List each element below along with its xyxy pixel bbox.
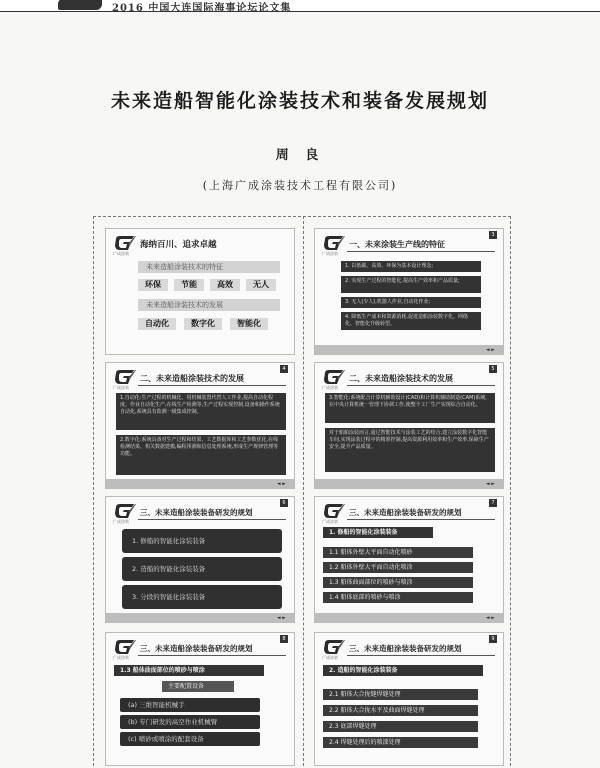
slide-2-item-4: 4. 降低生产成本和资源消耗,促进造船涂装数字化、网络化、智能化升级转型。 (341, 312, 481, 330)
company-logo-icon (114, 369, 136, 385)
slide-8 (314, 632, 504, 766)
company-logo-icon (114, 503, 136, 519)
company-logo-icon (323, 503, 345, 519)
logo-caption: 广成涂装 (322, 385, 338, 390)
company-logo-icon (323, 369, 345, 385)
slide-7-title: 三、未来造船涂装装备研发的规划 (140, 644, 253, 653)
logo-caption: 广成涂装 (113, 519, 129, 524)
logo-caption: 广成涂装 (113, 251, 129, 256)
slide-7-head: 1.3 船体曲面部位的喷砂与喷涂 (114, 665, 264, 676)
logo-caption: 广成涂装 (322, 519, 338, 524)
slide-6-page-number: 7 (489, 499, 497, 507)
slide-4-box-intelligence: 3.智能化:系统配合计算机辅助设计(CAD)和计算机辅助制造(CAM)系统,在中央计算机统一管理下协调工作,使整个工厂生产实现综合自动化。 (325, 393, 495, 423)
slide-8-head: 2. 造船的智能化涂装装备 (323, 665, 483, 676)
slide-5-page-number: 6 (280, 499, 288, 507)
paper-title: 未来造船智能化涂装技术和装备发展规划 (110, 90, 489, 112)
slide-2-page-number: 3 (489, 231, 497, 239)
slide-5-item-block: 3. 分段的智能化涂装装备 (122, 585, 282, 609)
title-rule (138, 519, 286, 520)
logo-caption: 广成涂装 (113, 655, 129, 660)
slide-2 (314, 228, 504, 355)
slide-7-page-number: 8 (280, 635, 288, 643)
slide-nav-arrows: ◄ ► (485, 615, 495, 621)
slide-6-item-2: 1.2 船体外壁大平面自动化喷涂 (323, 562, 473, 573)
slide-3-title: 二、未来造船涂装技术的发展 (140, 374, 244, 383)
title-rule (347, 385, 495, 386)
slide-footer (315, 613, 503, 622)
slide-3-page-number: 4 (280, 365, 288, 373)
slide-nav-arrows: ◄ ► (485, 481, 495, 487)
paper-affiliation: (上海广成涂装技术工程有限公司) (202, 179, 398, 192)
slide-4-title: 二、未来造船涂装技术的发展 (349, 374, 453, 383)
slide-5 (105, 496, 295, 623)
slide-8-item-1: 2.1 船体大合拢缝焊缝处理 (323, 689, 478, 700)
slide-7-item-c: (c) 喷砂或喷涂的配套设备 (120, 732, 260, 746)
slide-8-item-3: 2.3 底部焊缝处理 (323, 721, 478, 732)
slide-8-item-4: 2.4 焊缝处理后的喷漆处理 (323, 737, 478, 748)
slide-1-bar-development: 未来造船涂装技术的发展 (138, 299, 280, 311)
slide-4-page-number: 5 (489, 365, 497, 373)
slide-2-title: 一、未来涂装生产线的特征 (349, 240, 445, 249)
company-logo-icon (114, 639, 136, 655)
logo-caption: 广成涂装 (322, 655, 338, 660)
running-title: 2016 中国大连国际海事论坛论文集 (112, 3, 292, 14)
slides-divider (303, 216, 304, 766)
journal-logo (58, 0, 102, 10)
tag-digitization: 数字化 (184, 318, 222, 330)
slide-1-title: 海纳百川、追求卓越 (140, 240, 217, 250)
slide-6-item-1: 1.1 船体外壁大平面自动化喷砂 (323, 547, 473, 558)
slide-5-title: 三、未来造船涂装装备研发的规划 (140, 508, 253, 517)
logo-caption: 广成涂装 (113, 385, 129, 390)
slide-2-item-1: 1. 以低碳、高效、环保为基本设计理念; (341, 261, 481, 272)
running-header (0, 0, 600, 12)
slide-6-item-3: 1.3 船体曲面部位的喷砂与喷涂 (323, 577, 473, 588)
slide-footer (315, 345, 503, 354)
slide-6-item-4: 1.4 船体底部的喷砂与喷涂 (323, 592, 473, 603)
company-logo-icon (114, 235, 136, 251)
slide-6-title: 三、未来造船涂装装备研发的规划 (349, 508, 462, 517)
slide-nav-arrows: ◄ ► (276, 481, 286, 487)
slide-8-page-number: 9 (489, 635, 497, 643)
slide-6-head: 1. 修船的智能化涂装装备 (323, 527, 433, 538)
slide-footer (106, 613, 294, 622)
title-rule (138, 655, 286, 656)
slide-3 (105, 362, 295, 489)
paper-author: 周 良 (275, 148, 325, 163)
title-rule (347, 519, 495, 520)
tag-energy-saving: 节能 (174, 279, 204, 291)
tag-automation: 自动化 (138, 318, 176, 330)
slide-3-box-automation: 1.自动化:生产过程的机械化、用机械装置代替人工作业,提高自动化程度。作业自动化生产,在线生产检测等,生产过程实现控制,设备和操作系统自动化,系统具有监测一级集成控制。 (116, 393, 286, 430)
title-rule (347, 251, 495, 252)
slide-footer (315, 479, 503, 488)
tag-unmanned: 无人 (246, 279, 276, 291)
tag-environmental: 环保 (138, 279, 168, 291)
tag-intelligence: 智能化 (230, 318, 268, 330)
slide-7-sub: 主要配置设备 (162, 681, 234, 692)
slide-7-item-a: (a) 三维智能机械手 (120, 698, 260, 712)
slide-footer (106, 479, 294, 488)
company-logo-icon (323, 639, 345, 655)
slide-4 (314, 362, 504, 489)
slide-1-bar-features: 未来造船涂装技术的特征 (138, 261, 280, 273)
slide-8-item-2: 2.2 船体大合拢水平及曲面焊缝处理 (323, 705, 478, 716)
slide-7 (105, 632, 295, 766)
slide-6 (314, 496, 504, 623)
slide-8-title: 三、未来造船涂装装备研发的规划 (349, 644, 462, 653)
title-rule (138, 385, 286, 386)
slide-5-item-shipbuilding: 2. 造船的智能化涂装装备 (122, 557, 282, 581)
slide-nav-arrows: ◄ ► (485, 347, 495, 353)
title-rule (347, 655, 495, 656)
slide-4-box-summary: 对于船舶涂装而言,通过智能技术与涂装工艺的结合,建立涂装数字化智能车间,实现涂装过程中的精准控制,提高资源利用效率和生产效率,保障生产安全,提升产品质量。 (325, 428, 495, 472)
slide-5-item-ship-repair: 1. 修船的智能化涂装装备 (122, 529, 282, 553)
slide-nav-arrows: ◄ ► (276, 615, 286, 621)
slide-7-item-b: (b) 专门研发的高空作业机械臂 (120, 715, 260, 729)
slide-1 (105, 228, 295, 355)
company-logo-icon (323, 235, 345, 251)
slide-2-item-2: 2. 实现生产过程的智能化,提高生产效率和产品质量; (341, 276, 481, 293)
slide-2-item-3: 3. 无人(少人),机器人作业,自动化作业; (341, 297, 481, 308)
tag-efficient: 高效 (210, 279, 240, 291)
slide-3-box-digitization: 2.数字化:系统具备对生产过程和结果、工艺数据库和工艺参数优化,在线检测结果、相关数据建模,编程预测和信息处理系统,形成生产规律管理等功能。 (116, 435, 286, 475)
logo-caption: 广成涂装 (322, 251, 338, 256)
